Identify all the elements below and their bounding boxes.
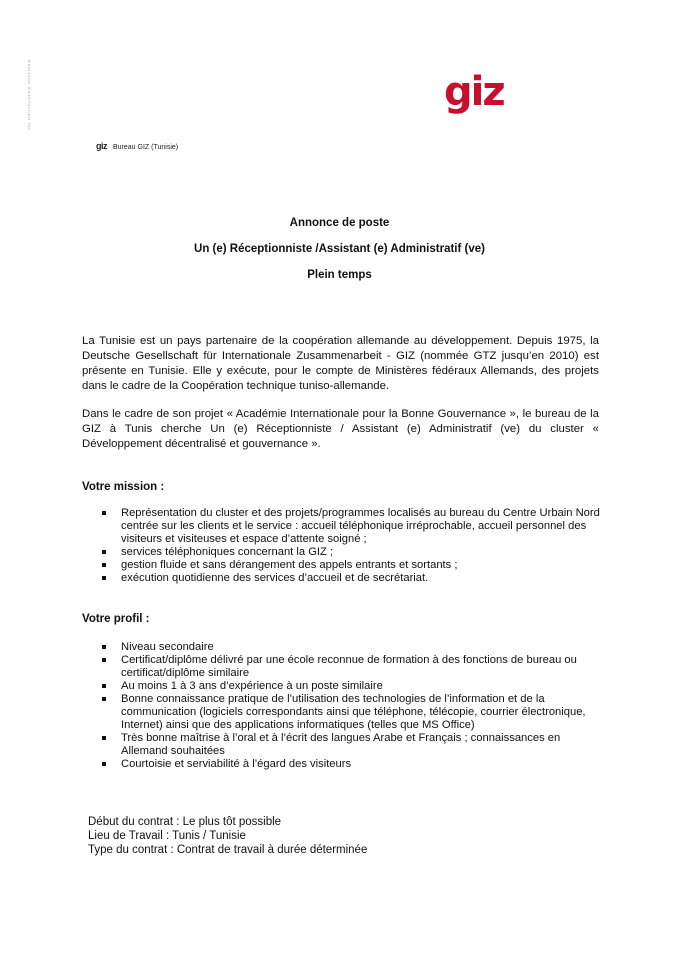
- intro-paragraph-1: La Tunisie est un pays partenaire de la coopération allemande au développement. Depuis 1975, la Deutsche Gesellschaft für Internationale Zusammenarbeit - GIZ (nommée GTZ jusqu’en 2010) est présente en Tunisie. Elle y exécute, pour le compte de Ministères fédéraux Allemands, des projets dans le cadre de la Coopération technique tuniso-allemande.: [82, 335, 599, 392]
- contract-start: Début du contrat : Le plus tôt possible: [88, 816, 282, 828]
- profile-title: Votre profil :: [82, 613, 150, 625]
- list-item: Très bonne maîtrise à l’oral et à l’écrit des langues Arabe et Français ; connaissances en Allemand souhaitées: [100, 732, 600, 758]
- mission-list: [100, 507, 600, 585]
- position-title: Un (e) Réceptionniste /Assistant (e) Administratif (ve): [194, 243, 485, 255]
- list-item: Courtoisie et serviabilité à l’égard des visiteurs: [100, 758, 600, 771]
- list-item: Au moins 1 à 3 ans d’expérience à un poste similaire: [100, 680, 600, 693]
- contract-type: Type du contrat : Contrat de travail à durée déterminée: [88, 844, 368, 856]
- profile-list: [100, 641, 600, 771]
- giz-mini-logo: giz: [96, 141, 107, 151]
- intro-paragraph-2: Dans le cadre de son projet « Académie Internationale pour la Bonne Gouvernance », le bureau de la GIZ à Tunis cherche Un (e) Réceptionniste / Assistant (e) Administratif (ve) du cluster « Développement décentralisé et gouvernance ».: [82, 408, 599, 450]
- list-item: Représentation du cluster et des projets/programmes localisés au bureau du Centre Urbain Nord centrée sur les clients et le service : accueil téléphonique irréprochable, accueil personnel des visiteurs et visiteuses et espace d’attente soigné ;: [100, 507, 600, 546]
- contract-location: Lieu de Travail : Tunis / Tunisie: [88, 830, 246, 842]
- contract-info: [88, 815, 367, 857]
- side-note: Deutsche Gesellschaft für: [27, 60, 32, 131]
- list-item: Bonne connaissance pratique de l’utilisation des technologies de l’information et de la communication (logiciels correspondants ainsi que téléphone, télécopie, courrier électronique, Internet) ainsi que des applications informatiques (telles que MS Office): [100, 693, 600, 732]
- office-header: [96, 141, 178, 151]
- list-item: gestion fluide et sans dérangement des appels entrants et sortants ;: [100, 559, 600, 572]
- mission-title: Votre mission :: [82, 481, 165, 493]
- announcement-title: Annonce de poste: [289, 217, 390, 229]
- list-item: services téléphoniques concernant la GIZ ;: [100, 546, 600, 559]
- office-label: Bureau GIZ (Tunisie): [113, 144, 179, 151]
- giz-logo: giz: [444, 69, 504, 115]
- list-item: exécution quotidienne des services d’accueil et de secrétariat.: [100, 572, 600, 585]
- schedule-title: Plein temps: [307, 269, 372, 281]
- list-item: Certificat/diplôme délivré par une école reconnue de formation à des fonctions de bureau ou certificat/diplôme similaire: [100, 654, 600, 680]
- list-item: Niveau secondaire: [100, 641, 600, 654]
